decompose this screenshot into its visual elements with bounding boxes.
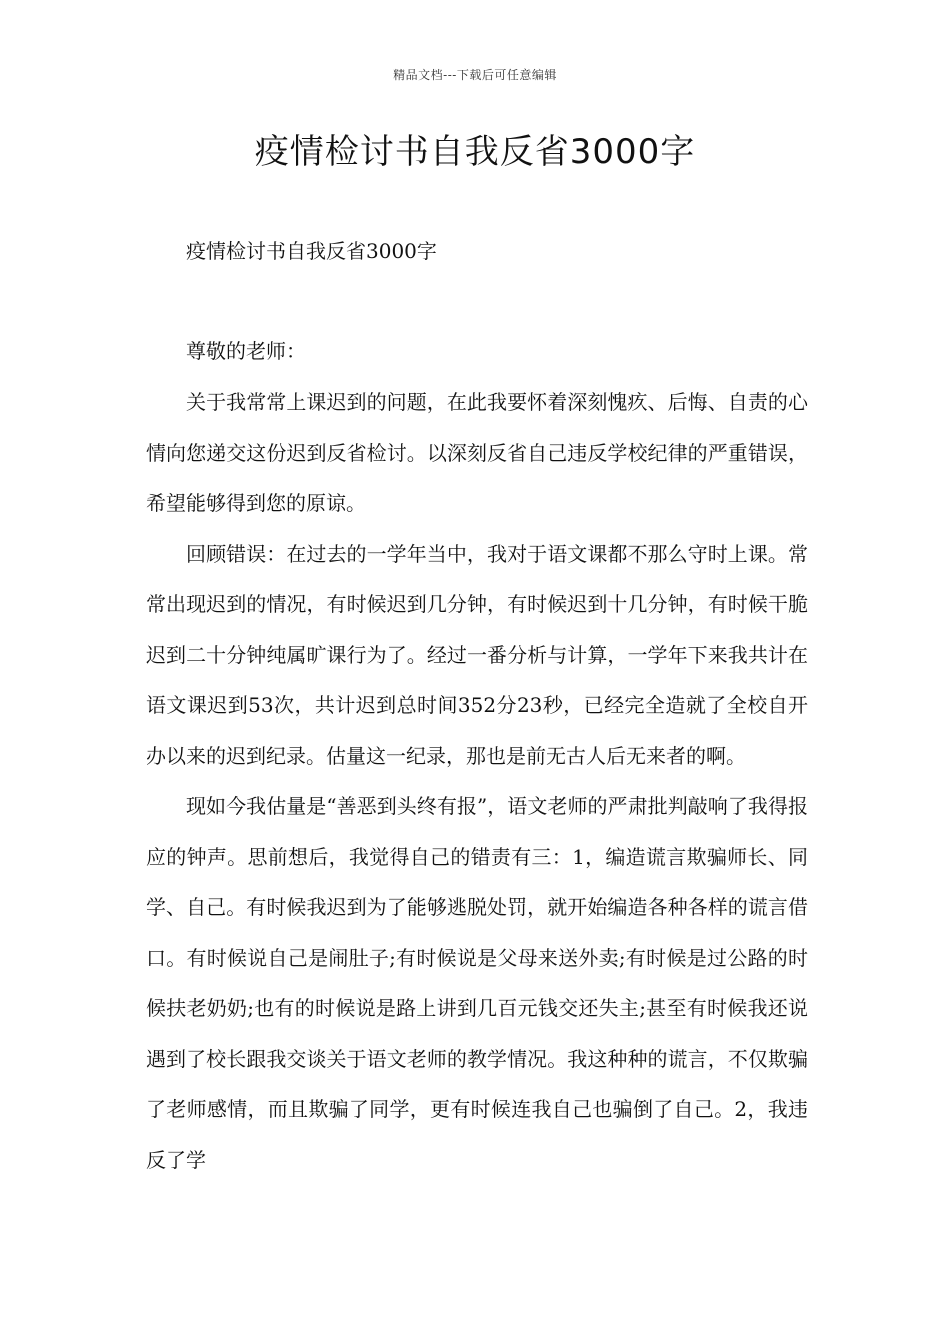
paragraph: 关于我常常上课迟到的问题，在此我要怀着深刻愧疚、后悔、自责的心情向您递交这份迟到反省检讨。以深刻反省自己违反学校纪律的严重错误，希望能够得到您的原谅。	[146, 390, 808, 515]
header-note: 精品文档---下载后可任意编辑	[393, 68, 557, 82]
body-paragraphs	[146, 377, 808, 1185]
document-subtitle: 疫情检讨书自我反省3000字	[186, 239, 437, 263]
document-title: 疫情检讨书自我反省3000字	[254, 132, 696, 172]
paragraph: 现如今我估量是“善恶到头终有报”，语文老师的严肃批判敲响了我得报应的钟声。思前想后，我觉得自己的错责有三：1，编造谎言欺骗师长、同学、自己。有时候我迟到为了能够逃脱处罚，就开始编造各种各样的谎言借口。有时候说自己是闹肚子;有时候说是父母来送外卖;有时候是过公路的时候扶老奶奶;也有的时候说是路上讲到几百元钱交还失主;甚至有时候我还说遇到了校长跟我交谈关于语文老师的教学情况。我这种种的谎言，不仅欺骗了老师感情，而且欺骗了同学，更有时候连我自己也骗倒了自己。2，我违反了学	[146, 794, 808, 1172]
salutation: 尊敬的老师：	[186, 339, 306, 363]
paragraph: 回顾错误：在过去的一学年当中，我对于语文课都不那么守时上课。常常出现迟到的情况，有时候迟到几分钟，有时候迟到十几分钟，有时候干脆迟到二十分钟纯属旷课行为了。经过一番分析与计算，一学年下来我共计在语文课迟到53次，共计迟到总时间352分23秒，已经完全造就了全校自开办以来的迟到纪录。估量这一纪录，那也是前无古人后无来者的啊。	[146, 541, 808, 768]
